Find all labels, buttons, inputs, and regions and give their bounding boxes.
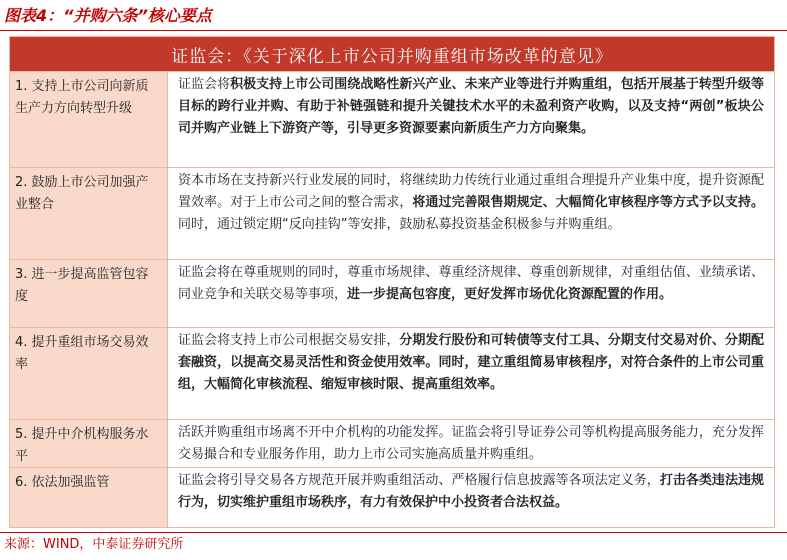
table-row xyxy=(10,327,774,419)
key-points-table xyxy=(9,36,775,528)
row-label: 4. 提升重组市场交易效率 xyxy=(10,328,168,419)
row-content xyxy=(168,468,774,527)
figure-title: 图表4：“并购六条”核心要点 xyxy=(4,6,212,25)
row-label: 6. 依法加强监管 xyxy=(10,468,168,527)
text-segment: 证监会将引导交易各方规范开展并购重组活动、严格履行信息披露等各项法定义务， xyxy=(178,473,660,488)
table-row xyxy=(10,71,774,167)
table-row xyxy=(10,419,774,467)
table-row xyxy=(10,167,774,259)
table-header: 证监会：《关于深化上市公司并购重组市场改革的意见》 xyxy=(10,37,774,71)
row-label: 3. 进一步提高监管包容度 xyxy=(10,260,168,327)
text-segment: 同时，通过锁定期“反向挂钩”等安排，鼓励私募投资基金积极参与并购重组。 xyxy=(178,217,621,232)
table-row xyxy=(10,259,774,327)
row-label: 2. 鼓励上市公司加强产业整合 xyxy=(10,168,168,259)
bold-text-segment: 将通过完善限售期规定、大幅简化审核程序等方式予以支持。 xyxy=(412,195,764,210)
bold-text-segment: 分期发行股份和可转债等支付工具、分期支付交易对价、分期配套融资，以提高交易灵活性和资金使用效率。同时，建立重组简易审核程序，对符合条件的上市公司重组，大幅简化审核流程、缩短审核时限、提高重组效率。 xyxy=(178,333,764,392)
bold-text-segment: 进一步提高包容度，更好发挥市场优化资源配置的作用。 xyxy=(347,287,673,302)
row-content xyxy=(168,260,774,327)
text-segment: 证监会将 xyxy=(178,77,231,92)
text-segment: 资本市场在支持新兴行业发展的同时，将继续助力传统行业通过重组合理提升产业集中度，提升资源配置效率。对于上市公司之间的整合需求， xyxy=(178,173,764,210)
row-label: 1. 支持上市公司向新质生产力方向转型升级 xyxy=(10,72,168,167)
row-label: 5. 提升中介机构服务水平 xyxy=(10,420,168,467)
text-segment: 证监会将支持上市公司根据交易安排， xyxy=(178,333,400,348)
row-content xyxy=(168,420,774,467)
bottom-divider xyxy=(0,532,787,533)
row-content xyxy=(168,328,774,419)
row-content xyxy=(168,168,774,259)
text-segment: 活跃并购重组市场离不开中介机构的功能发挥。证监会将引导证券公司等机构提高服务能力，充分发挥交易撮合和专业服务作用，助力上市公司实施高质量并购重组。 xyxy=(178,425,764,462)
table-row xyxy=(10,467,774,527)
bold-text-segment: 打击各类违法违规行为，切实维护重组市场秩序，有力有效保护中小投资者合法权益。 xyxy=(178,473,764,510)
bold-text-segment: 积极支持上市公司围绕战略性新兴产业、未来产业等进行并购重组，包括开展基于转型升级等目标的跨行业并购、有助于补链强链和提升关键技术水平的未盈利资产收购，以及支持“两创”板块公司并购产业链上下游资产等，引导更多资源要素向新质生产力方向聚集。 xyxy=(178,77,764,136)
source-note: 来源：WIND，中泰证券研究所 xyxy=(4,537,184,552)
text-segment: 证监会将在尊重规则的同时，尊重市场规律、尊重经济规律、尊重创新规律，对重组估值、业绩承诺、同业竞争和关联交易等事项， xyxy=(178,265,764,302)
top-divider xyxy=(0,30,787,31)
row-content xyxy=(168,72,774,167)
